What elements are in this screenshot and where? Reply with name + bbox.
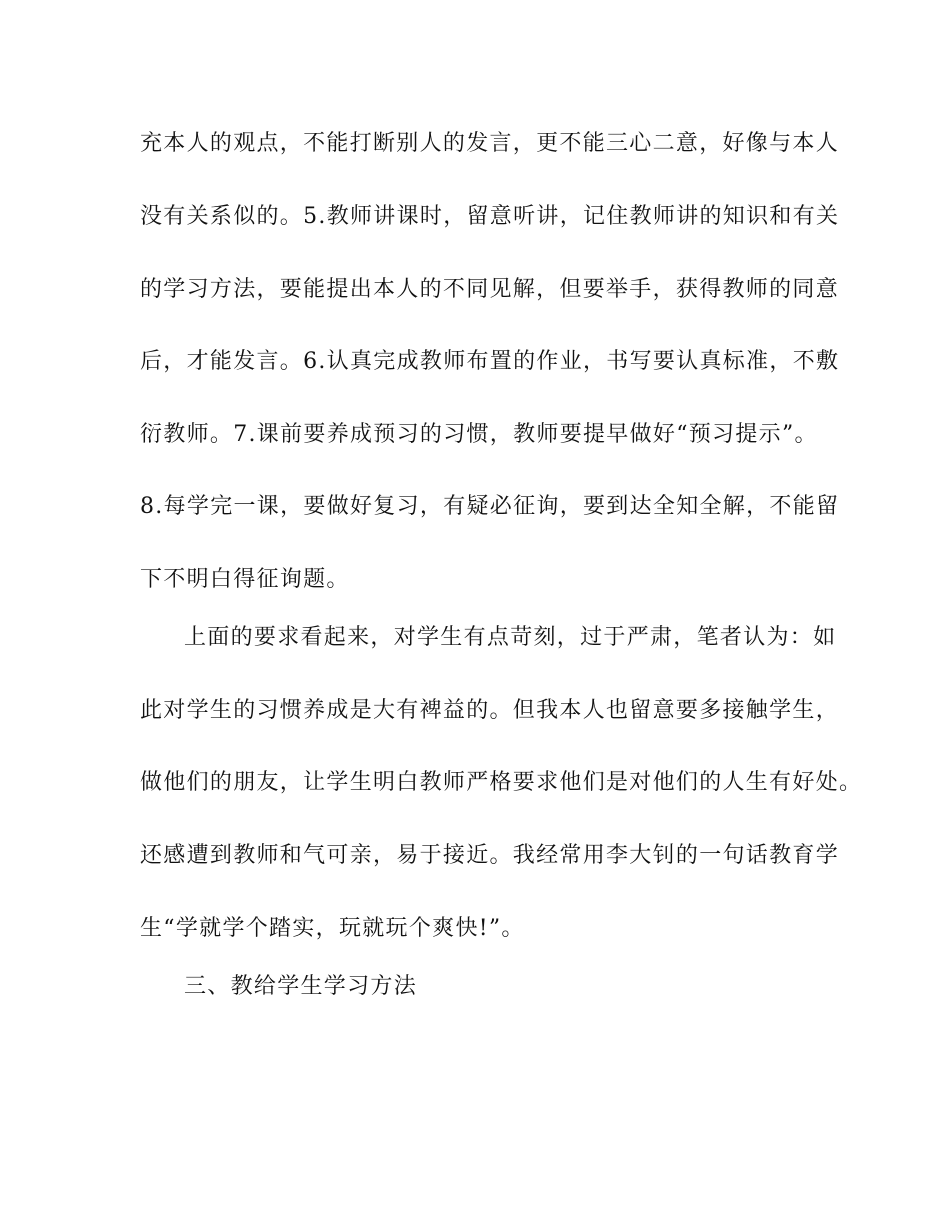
text-line: 的学习方法，要能提出本人的不同见解，但要举手，获得教师的同意 bbox=[140, 277, 840, 302]
text-line: 还感遭到教师和气可亲，易于接近。我经常用李大钊的一句话教育学 bbox=[140, 843, 840, 868]
text-line: 没有关系似的。5.教师讲课时，留意听讲，记住教师讲的知识和有关 bbox=[140, 204, 840, 229]
text-line: 下不明白得征询题。 bbox=[140, 567, 350, 592]
text-line: 8.每学完一课，要做好复习，有疑必征询，要到达全知全解，不能留 bbox=[140, 494, 840, 519]
section-heading: 三、教给学生学习方法 bbox=[184, 974, 418, 999]
text-line: 做他们的朋友，让学生明白教师严格要求他们是对他们的人生有好处。 bbox=[140, 770, 863, 795]
text-line: 充本人的观点，不能打断别人的发言，更不能三心二意，好像与本人 bbox=[140, 131, 840, 156]
paragraph-first-line: 上面的要求看起来，对学生有点苛刻，过于严肃，笔者认为：如 bbox=[184, 625, 837, 650]
text-line: 此对学生的习惯养成是大有裨益的。但我本人也留意要多接触学生， bbox=[140, 698, 840, 723]
text-line: 衍教师。7.课前要养成预习的习惯，教师要提早做好“预习提示”。 bbox=[140, 422, 818, 447]
text-line: 生“学就学个踏实，玩就玩个爽快!”。 bbox=[140, 916, 525, 941]
text-line: 后，才能发言。6.认真完成教师布置的作业，书写要认真标准，不敷 bbox=[140, 349, 840, 374]
